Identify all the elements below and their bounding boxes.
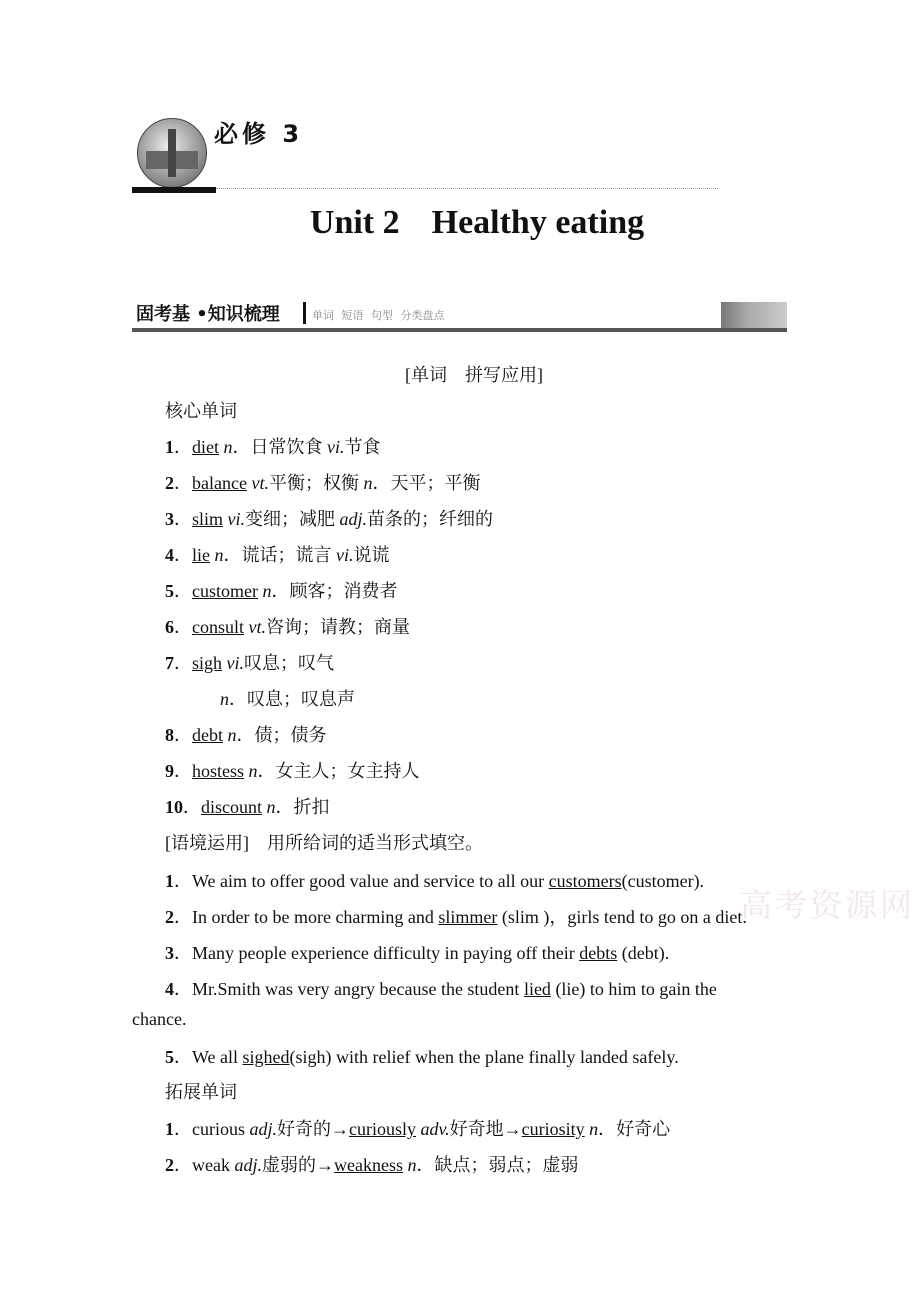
text-segment: ．In order to be more charming and (174, 907, 439, 927)
text-segment: ．Mr.Smith was very angry because the student (174, 979, 524, 999)
book-label: 必修 3 (214, 120, 304, 148)
text-segment: n (214, 545, 224, 565)
text-segment: 咨询；请教；商量 (266, 617, 410, 637)
text-segment: ．女主人；女主持人 (257, 761, 420, 781)
big-ben-logo (137, 118, 207, 188)
text-segment: ． (174, 509, 192, 529)
text-segment: vi. (336, 545, 354, 565)
text-segment: 6 (165, 617, 174, 637)
text-line (165, 505, 493, 531)
text-segment: 5 (165, 1047, 174, 1067)
text-segment: 好奇地→ (449, 1119, 522, 1139)
answer-word: sighed (242, 1047, 290, 1067)
text-line (165, 1043, 679, 1069)
answer-word: weakness (334, 1155, 403, 1175)
text-segment: 4 (165, 545, 174, 565)
text-segment: ．缺点；弱点；虚弱 (416, 1155, 579, 1175)
header-rule (132, 187, 216, 193)
text-line (165, 397, 237, 423)
text-segment: 平衡；权衡 (268, 473, 364, 493)
answer-word: diet (192, 437, 219, 457)
text-segment: vi. (227, 509, 246, 529)
text-segment: ．We all (174, 1047, 243, 1067)
text-segment: adj. (234, 1155, 262, 1175)
text-segment: n (248, 761, 258, 781)
section-divider (303, 302, 306, 324)
text-segment: ． (174, 617, 192, 637)
text-segment: 1 (165, 871, 174, 891)
text-segment: ．债；债务 (236, 725, 327, 745)
text-segment: 8 (165, 725, 174, 745)
text-segment: [语境运用] 用所给词的适当形式填空。 (165, 833, 483, 853)
text-segment: 7 (165, 653, 174, 673)
text-segment: ． (174, 473, 192, 493)
answer-word: debt (192, 725, 223, 745)
text-line (165, 1151, 578, 1177)
answer-word: customer (192, 581, 258, 601)
unit-title: Healthy eating (431, 204, 645, 241)
text-segment: 苗条的；纤细的 (367, 509, 494, 529)
text-segment: 2 (165, 907, 174, 927)
text-segment: 5 (165, 581, 174, 601)
text-segment: 3 (165, 509, 174, 529)
text-segment: n (220, 689, 229, 709)
text-segment: adv. (420, 1119, 450, 1139)
text-line (165, 433, 381, 459)
text-segment: 说谎 (353, 545, 390, 565)
watermark: 高考资源网 (740, 886, 916, 924)
text-line (165, 1078, 237, 1104)
text-line (165, 649, 334, 675)
text-line (405, 361, 543, 387)
text-line (165, 577, 397, 603)
text-segment: n (227, 725, 237, 745)
text-segment: n (262, 581, 272, 601)
text-segment: n (589, 1119, 599, 1139)
text-segment: (lie) to him to gain the (550, 979, 717, 999)
unit-number: Unit 2 (309, 204, 400, 241)
text-segment: 拓展单词 (165, 1082, 237, 1102)
text-segment: (debt). (617, 943, 670, 963)
text-segment: [单词 拼写应用] (405, 365, 543, 385)
answer-word: curiously (349, 1119, 417, 1139)
text-segment: 叹息；叹气 (244, 653, 335, 673)
answer-word: slim (192, 509, 224, 529)
text-segment: 3 (165, 943, 174, 963)
text-segment: ．叹息；叹息声 (229, 689, 355, 709)
text-segment: ．折扣 (275, 797, 330, 817)
answer-word: balance (192, 473, 247, 493)
text-segment: ．好奇心 (598, 1119, 671, 1139)
text-segment: chance. (132, 1009, 187, 1029)
text-segment: vi. (327, 437, 345, 457)
text-segment: 核心单词 (165, 401, 237, 421)
text-line (165, 793, 330, 819)
text-segment: 变细；减肥 (245, 509, 340, 529)
text-segment: n (266, 797, 276, 817)
text-line (220, 685, 355, 711)
text-segment: ． (174, 545, 192, 565)
section-title: 固考基 •知识梳理 (136, 304, 280, 325)
section-decoration (721, 302, 787, 328)
text-segment: 虚弱的→ (262, 1155, 334, 1175)
text-segment: ．日常饮食 (232, 437, 327, 457)
text-segment: ．weak (174, 1155, 235, 1175)
text-line (165, 541, 390, 567)
text-segment: ．We aim to offer good value and service to all our (174, 871, 549, 891)
header-dotted-rule (216, 188, 718, 189)
text-line (165, 903, 747, 929)
text-segment: (slim )，girls tend to go on a diet. (497, 907, 747, 927)
text-segment: 1 (165, 437, 174, 457)
text-segment: ．谎话；谎言 (223, 545, 336, 565)
answer-word: curiosity (521, 1119, 585, 1139)
section-banner (132, 298, 787, 332)
text-segment: vt. (251, 473, 269, 493)
answer-word: customers (548, 871, 622, 891)
text-segment: 2 (165, 473, 174, 493)
text-line (165, 1115, 670, 1141)
text-segment: vi. (226, 653, 245, 673)
text-line (165, 867, 704, 893)
section-subtitle: 单词 短语 句型 分类盘点 (312, 309, 445, 322)
text-segment: vt. (248, 617, 266, 637)
answer-word: consult (192, 617, 244, 637)
text-segment: ．天平；平衡 (372, 473, 481, 493)
text-segment: ． (174, 437, 192, 457)
answer-word: sigh (192, 653, 223, 673)
text-segment: ． (174, 581, 192, 601)
text-segment: ．Many people experience difficulty in paying off their (174, 943, 580, 963)
text-segment: ．顾客；消费者 (271, 581, 398, 601)
text-line (132, 1009, 186, 1030)
answer-word: hostess (192, 761, 245, 781)
text-segment: n (407, 1155, 417, 1175)
text-segment: adj. (339, 509, 368, 529)
page-title (0, 204, 920, 242)
answer-word: lie (192, 545, 210, 565)
text-segment: ．curious (174, 1119, 250, 1139)
text-line (165, 829, 483, 855)
text-segment: 10 (165, 797, 183, 817)
text-line (165, 721, 327, 747)
text-line (165, 757, 420, 783)
text-segment: 9 (165, 761, 174, 781)
text-line (165, 939, 669, 965)
text-segment: 好奇的→ (277, 1119, 350, 1139)
answer-word: debts (579, 943, 618, 963)
text-segment: (sigh) with relief when the plane finally landed safely. (289, 1047, 679, 1067)
answer-word: slimmer (438, 907, 498, 927)
text-segment: n (223, 437, 233, 457)
text-segment: n (363, 473, 373, 493)
text-segment: ． (174, 761, 192, 781)
text-segment: 1 (165, 1119, 174, 1139)
text-segment: 节食 (344, 437, 381, 457)
text-segment: ． (174, 725, 192, 745)
text-segment: 2 (165, 1155, 174, 1175)
text-segment: adj. (249, 1119, 278, 1139)
text-line (165, 613, 410, 639)
text-segment: ． (174, 653, 192, 673)
text-line (165, 469, 480, 495)
text-segment: ． (183, 797, 201, 817)
text-line (165, 975, 717, 1001)
answer-word: discount (201, 797, 262, 817)
text-segment: (customer). (621, 871, 705, 891)
text-segment: 4 (165, 979, 174, 999)
answer-word: lied (523, 979, 551, 999)
